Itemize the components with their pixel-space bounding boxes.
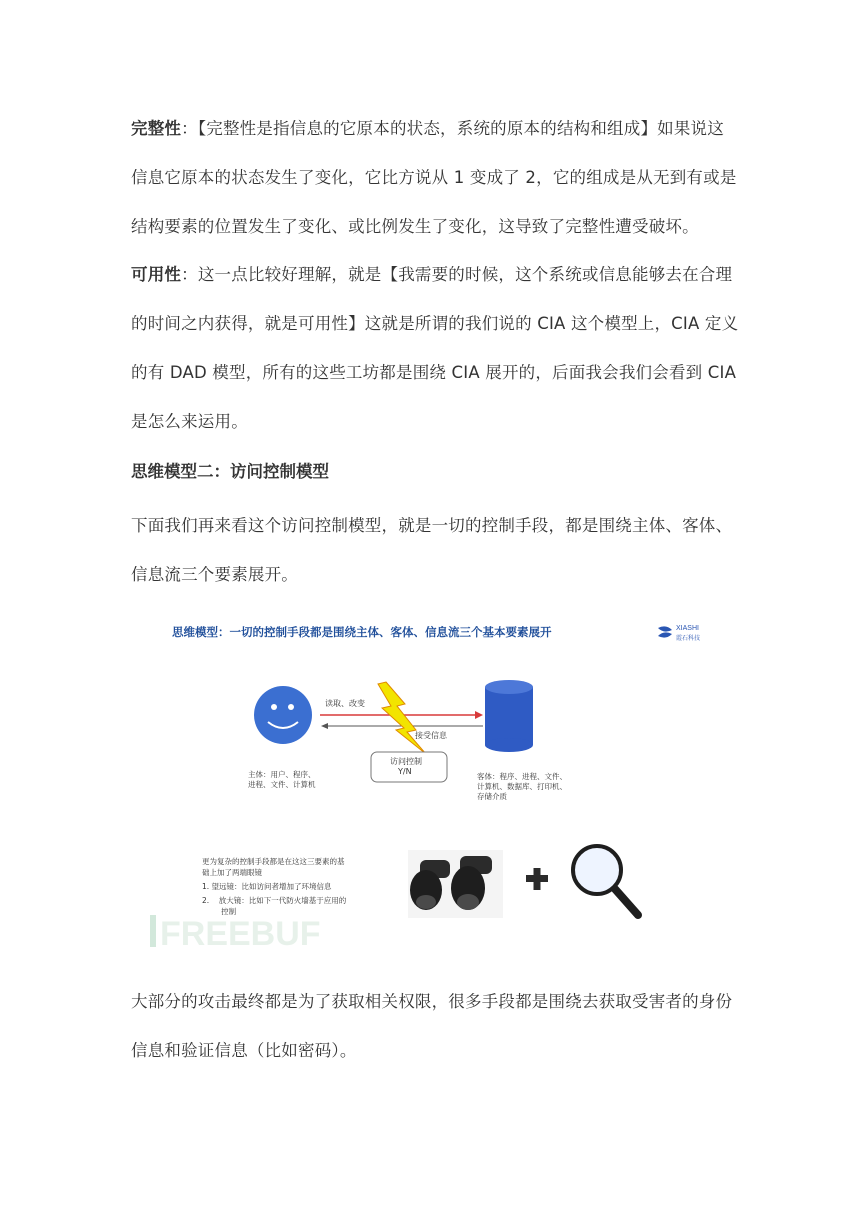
note-line1: 更为复杂的控制手段都是在这这三要素的基 <box>202 857 345 866</box>
figure-title: 思维模型：一切的控制手段都是围绕主体、客体、信息流三个基本要素展开 <box>172 625 552 639</box>
arrow-top-label: 读取、改变 <box>325 699 365 708</box>
term-separator: ： <box>181 265 198 284</box>
note-line2: 础上加了两端眼镜 <box>202 868 262 877</box>
control-box-line2: Y/N <box>398 767 412 776</box>
object-database-icon <box>485 680 533 752</box>
subject-line2: 进程、文件、计算机 <box>248 780 316 789</box>
integrity-term: 完整性 <box>131 119 182 138</box>
attack-line2: 信息和验证信息（比如密码）。 <box>131 1041 357 1060</box>
integrity-paragraph <box>131 104 741 251</box>
object-line1: 客体：程序、进程、文件、 <box>477 772 567 781</box>
availability-term: 可用性 <box>131 265 182 284</box>
availability-line4: 是怎么来运用。 <box>131 412 248 431</box>
integrity-line3: 结构要素的位置发生了变化、或比例发生了变化，这导致了完整性遭受破坏。 <box>131 217 699 236</box>
arrow-bottom-label: 接受信息 <box>415 731 447 740</box>
note-item1: 1. 望远镜：比如访问者增加了环境信息 <box>202 882 332 891</box>
integrity-line2: 信息它原本的状态发生了变化，它比方说从 1 变成了 2，它的组成是从无到有或是 <box>131 168 737 187</box>
lightning-bolt-icon <box>378 682 426 754</box>
availability-paragraph <box>131 250 741 446</box>
availability-line1: 这一点比较好理解，就是【我需要的时候，这个系统或信息能够去在合理 <box>197 265 733 284</box>
note-item2a: 2. 放大镜：比如下一代防火墙基于应用的 <box>202 896 347 905</box>
section-heading: 思维模型二：访问控制模型 <box>131 462 329 481</box>
access-control-figure <box>150 612 710 957</box>
freebuf-watermark <box>150 915 321 953</box>
object-line2: 计算机、数据库、打印机、 <box>477 782 567 791</box>
object-line3: 存储介质 <box>477 792 507 801</box>
watermark-text: FREEBUF <box>160 915 321 953</box>
binoculars-icon <box>408 850 503 918</box>
svg-text:XIASHI: XIASHI <box>676 625 699 632</box>
access-model-paragraph <box>131 501 741 599</box>
term-separator: ： <box>181 119 198 138</box>
subject-line1: 主体：用户、程序、 <box>248 770 316 779</box>
object-label <box>477 772 567 802</box>
access-model-line2: 信息流三个要素展开。 <box>131 565 298 584</box>
svg-text:霞石科技: 霞石科技 <box>676 635 701 642</box>
control-box-line1: 访问控制 <box>390 757 422 766</box>
glasses-note <box>202 856 346 917</box>
plus-icon <box>526 868 548 890</box>
access-model-line1: 下面我们再来看这个访问控制模型，就是一切的控制手段，都是围绕主体、客体、 <box>131 516 733 535</box>
integrity-line1: 【完整性是指信息的它原本的状态，系统的原本的结构和组成】如果说这 <box>197 119 724 138</box>
subject-label <box>248 770 316 790</box>
availability-line3: 的有 DAD 模型，所有的这些工坊都是围绕 CIA 展开的，后面我会我们会看到 CIA <box>131 363 737 382</box>
attack-paragraph <box>131 977 741 1075</box>
subject-face-icon <box>254 686 312 744</box>
attack-line1: 大部分的攻击最终都是为了获取相关权限，很多手段都是围绕去获取受害者的身份 <box>131 992 733 1011</box>
magnifier-icon <box>573 846 638 915</box>
availability-line2: 的时间之内获得，就是可用性】这就是所谓的我们说的 CIA 这个模型上，CIA 定义 <box>131 314 739 333</box>
xiashi-logo <box>658 625 700 642</box>
note-item2b: 控制 <box>202 907 237 916</box>
